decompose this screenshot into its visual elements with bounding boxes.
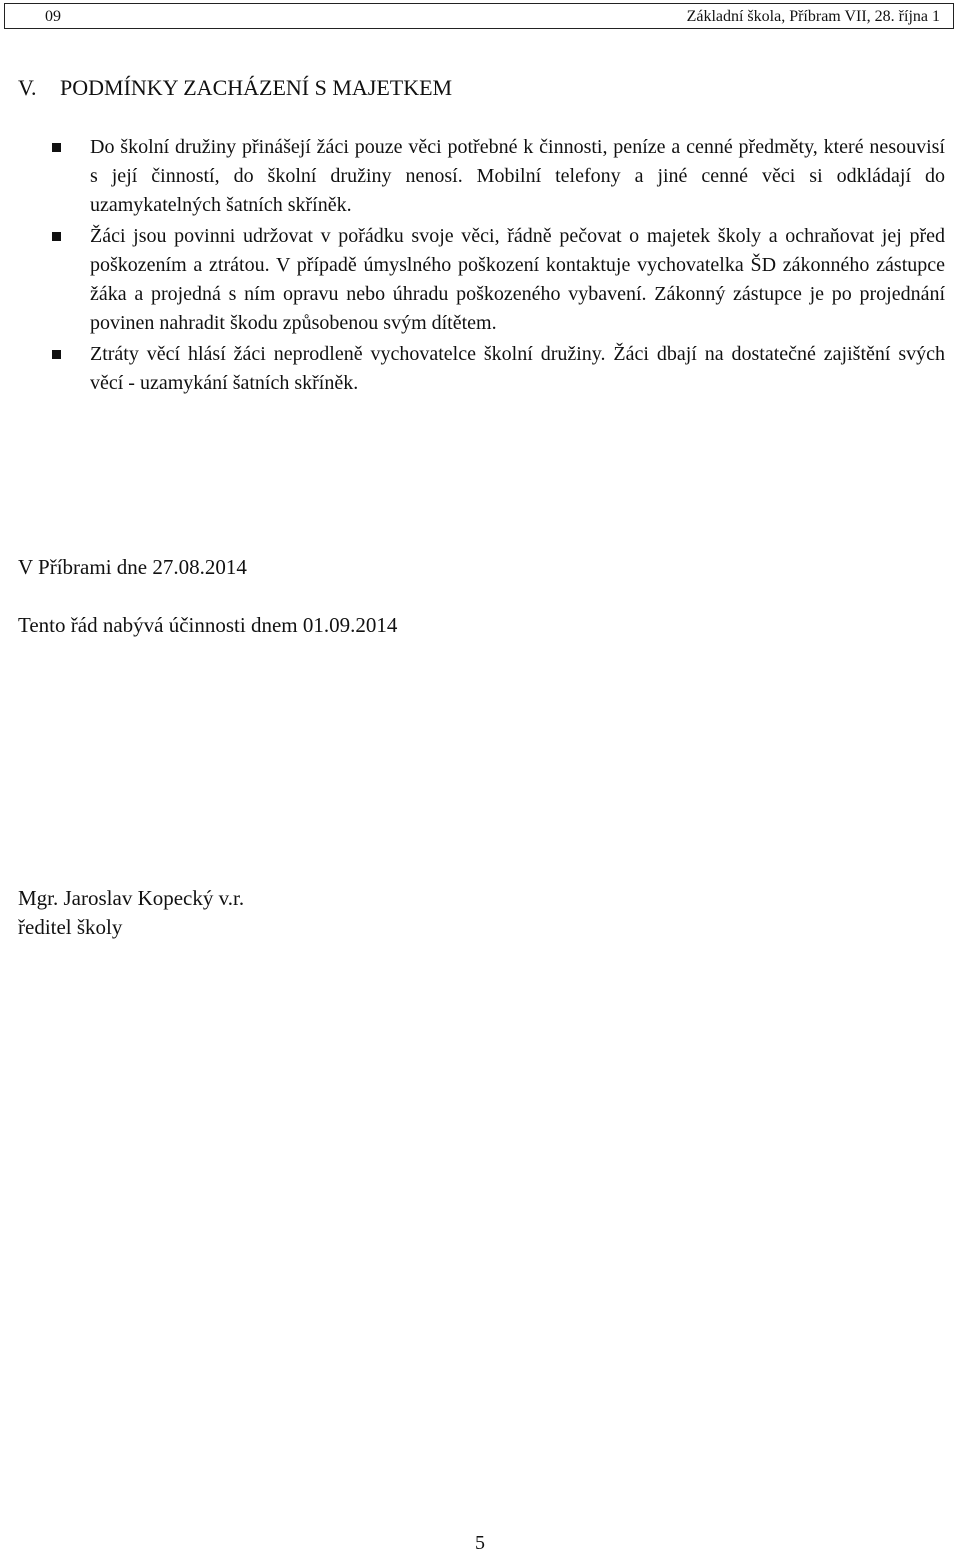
validity-statement: Tento řád nabývá účinnosti dnem 01.09.2014 <box>18 613 398 637</box>
signatory-name: Mgr. Jaroslav Kopecký v.r. <box>18 886 245 910</box>
header-school-name: Základní škola, Příbram VII, 28. října 1 <box>686 8 940 25</box>
section-heading <box>18 74 452 102</box>
signatory-role: ředitel školy <box>18 915 123 939</box>
list-item <box>90 133 945 220</box>
square-bullet-icon <box>52 143 61 152</box>
square-bullet-icon <box>52 350 61 359</box>
header-document-number: 09 <box>45 8 61 25</box>
list-item <box>90 340 945 398</box>
rule-text: Ztráty věcí hlásí žáci neprodleně vychovatelce školní družiny. Žáci dbají na dostatečné zajištění svých věcí - uzamykání šatních skříněk. <box>90 343 945 394</box>
rule-text: Žáci jsou povinni udržovat v pořádku svoje věci, řádně pečovat o majetek školy a ochraňovat jej před poškozením a ztrátou. V případě úmyslného poškození kontaktuje vychovatelka ŠD zákonného zástupce žáka a projedná s ním opravu nebo úhradu poškozeného vybavení. Zákonný zástupce je po projednání povinen nahradit škodu způsobenou svým dítětem. <box>90 225 945 334</box>
section-number: V. <box>18 75 37 100</box>
rule-text: Do školní družiny přinášejí žáci pouze věci potřebné k činnosti, peníze a cenné předměty, které nesouvisí s její činností, do školní družiny nenosí. Mobilní telefony a jiné cenné věci si odkládají do uzamykatelných šatních skříněk. <box>90 136 945 216</box>
page-header <box>4 3 954 29</box>
page-number: 5 <box>475 1532 485 1554</box>
square-bullet-icon <box>52 232 61 241</box>
list-item <box>90 222 945 338</box>
signature-block <box>18 884 244 942</box>
section-title: PODMÍNKY ZACHÁZENÍ S MAJETKEM <box>60 75 453 100</box>
place-and-date: V Příbrami dne 27.08.2014 <box>18 555 247 579</box>
rules-list <box>90 133 945 400</box>
